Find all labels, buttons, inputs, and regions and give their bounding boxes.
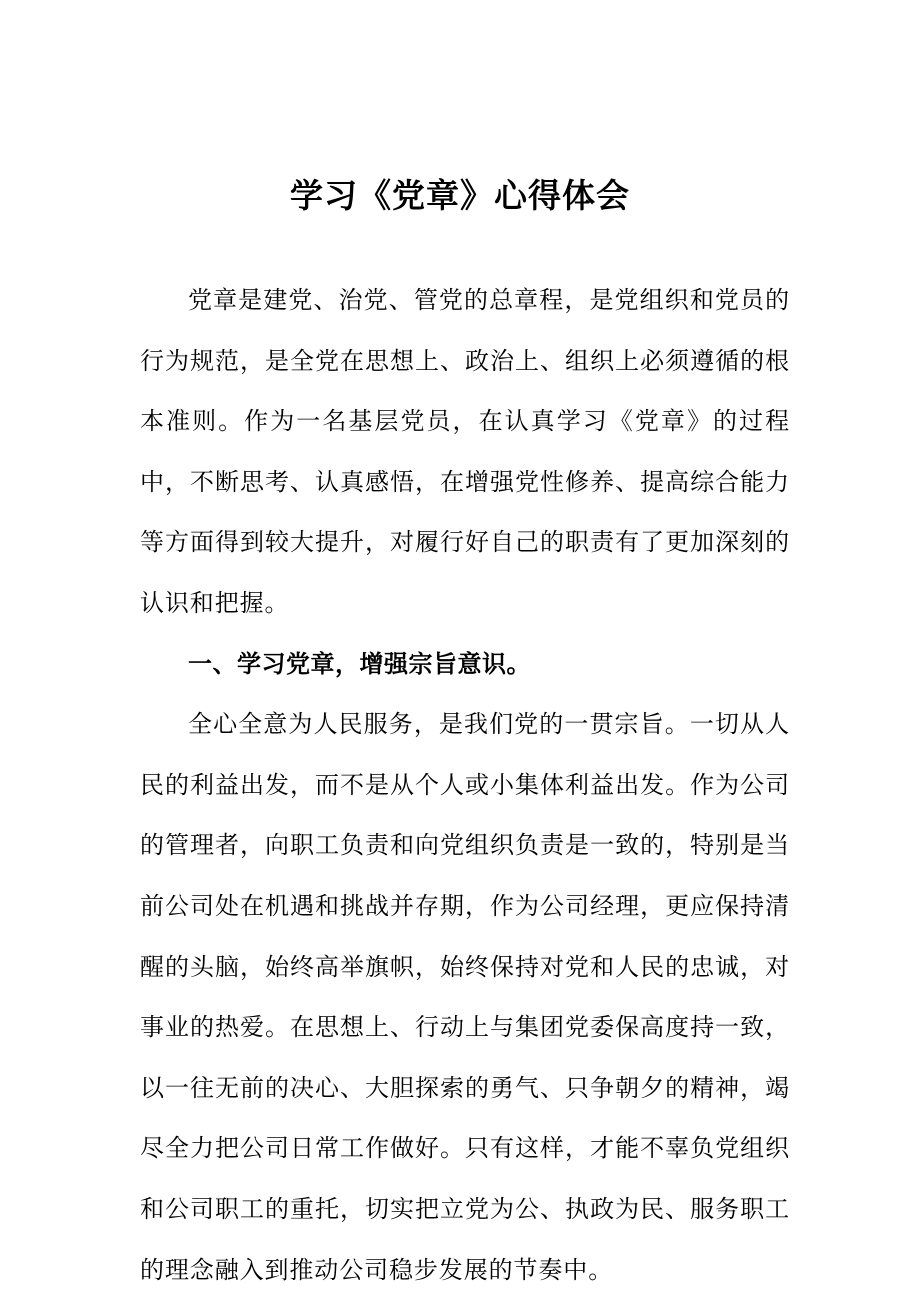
document-body [140, 270, 790, 1300]
document-title: 学习《党章》心得体会 [290, 176, 630, 215]
intro-paragraph: 党章是建党、治党、管党的总章程，是党组织和党员的行为规范，是全党在思想上、政治上、组织上必须遵循的根本准则。作为一名基层党员，在认真学习《党章》的过程中，不断思考、认真感悟，在增强党性修养、提高综合能力等方面得到较大提升，对履行好自己的职责有了更加深刻的认识和把握。 [140, 286, 790, 617]
section-paragraph: 全心全意为人民服务，是我们党的一贯宗旨。一切从人民的利益出发，而不是从个人或小集体利益出发。作为公司的管理者，向职工负责和向党组织负责是一致的，特别是当前公司处在机遇和挑战并存期，作为公司经理，更应保持清醒的头脑，始终高举旗帜，始终保持对党和人民的忠诚，对事业的热爱。在思想上、行动上与集团党委保高度持一致，以一往无前的决心、大胆探索的勇气、只争朝夕的精神，竭尽全力把公司日常工作做好。只有这样，才能不辜负党组织和公司职工的重托，切实把立党为公、执政为民、服务职工的理念融入到推动公司稳步发展的节奏中。 [140, 710, 790, 1284]
section-heading: 一、学习党章，增强宗旨意识。 [188, 649, 531, 678]
